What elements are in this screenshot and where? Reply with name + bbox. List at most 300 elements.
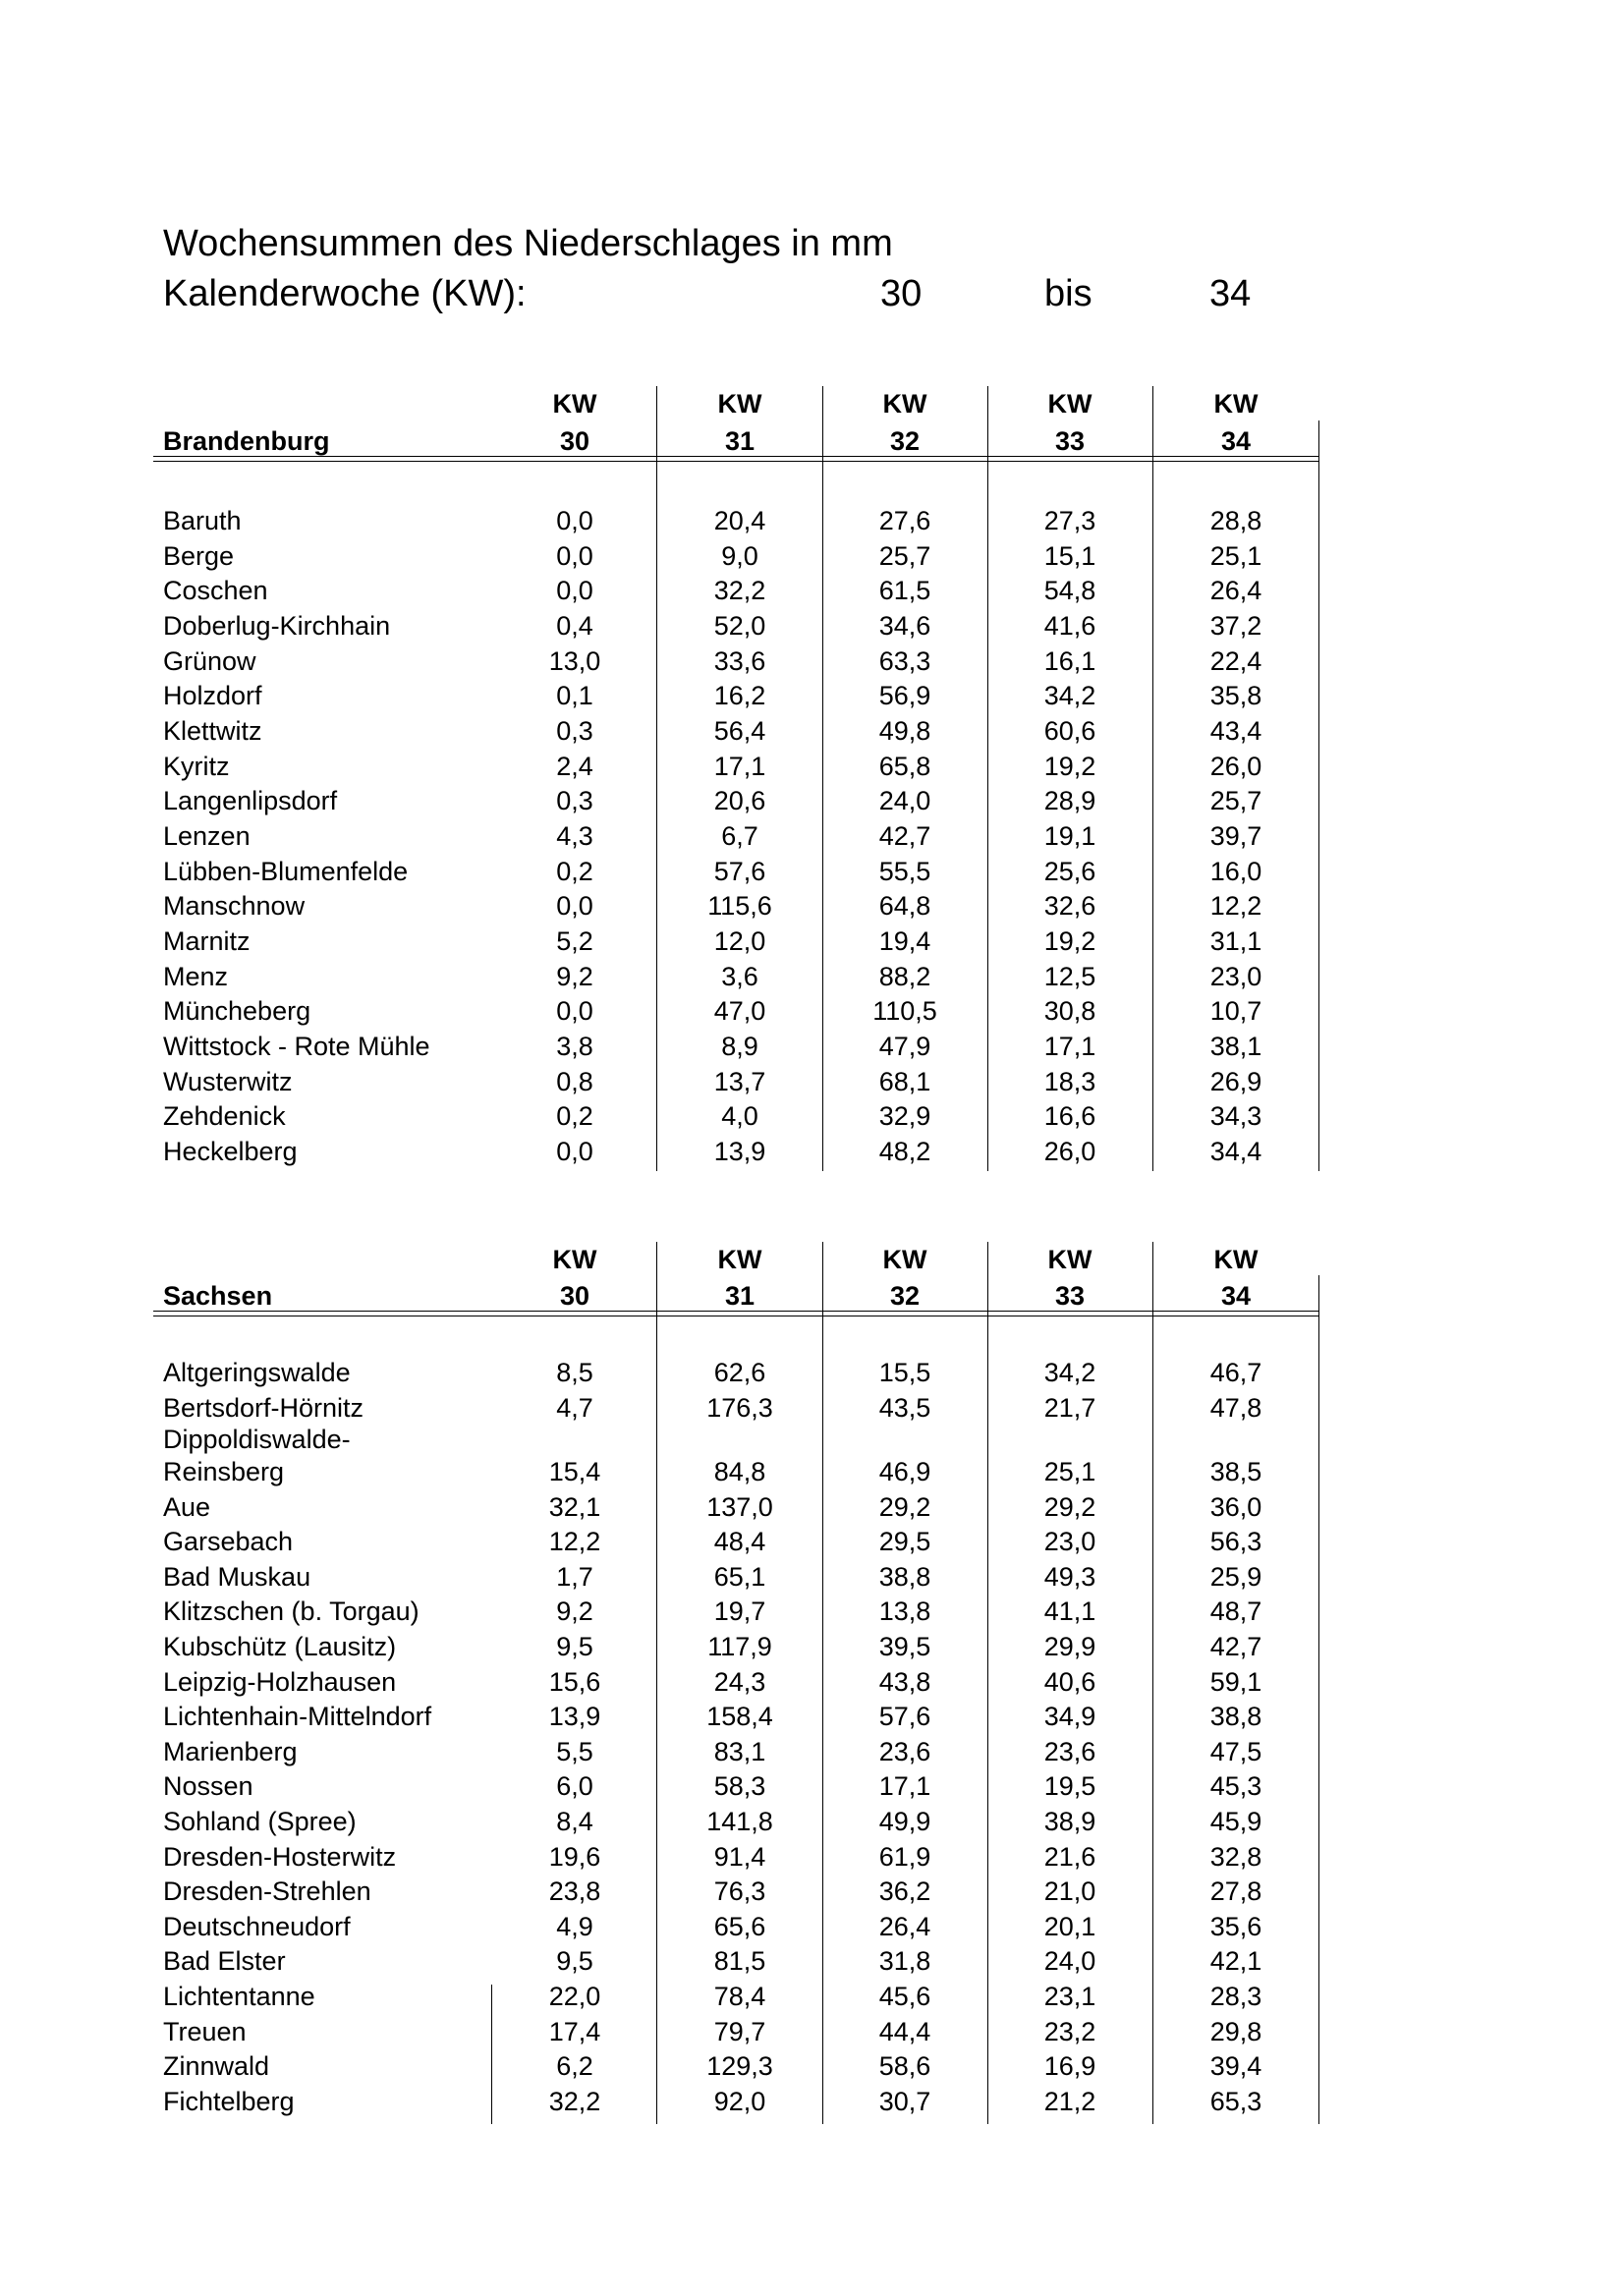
value-cell: 65,6: [713, 1912, 766, 1941]
value-cell: 81,5: [713, 1946, 766, 1976]
value-cell: 13,0: [548, 646, 601, 676]
value-cell: 5,2: [556, 926, 593, 956]
table-row: [0, 1909, 1624, 1944]
table-row: [0, 818, 1624, 854]
week-from: 30: [880, 273, 923, 314]
value-cell: 15,6: [548, 1667, 601, 1697]
table-row: [0, 1524, 1624, 1559]
value-cell: 42,1: [1209, 1946, 1262, 1976]
station-name: Grünow: [163, 646, 256, 676]
value-cell: 0,0: [556, 891, 593, 921]
station-name: Lichtentanne: [163, 1982, 315, 2011]
value-cell: 16,0: [1209, 857, 1262, 886]
value-cell: 25,9: [1209, 1562, 1262, 1592]
week-number: 30: [559, 426, 590, 456]
value-cell: 43,4: [1209, 716, 1262, 746]
table-row: [0, 1029, 1624, 1064]
station-name: Baruth: [163, 506, 242, 535]
value-cell: 23,1: [1043, 1982, 1096, 2011]
value-cell: 26,4: [1209, 576, 1262, 605]
value-cell: 15,5: [878, 1358, 931, 1387]
station-name: Manschnow: [163, 891, 306, 921]
value-cell: 6,0: [556, 1771, 593, 1801]
value-cell: 22,0: [548, 1982, 601, 2011]
value-cell: 32,9: [878, 1101, 931, 1131]
value-cell: 32,8: [1209, 1842, 1262, 1872]
value-cell: 34,4: [1209, 1137, 1262, 1166]
value-cell: 26,0: [1043, 1137, 1096, 1166]
page-title: Wochensummen des Niederschlages in mm: [163, 223, 893, 264]
week-number: 30: [559, 1281, 590, 1311]
table-row: [0, 1134, 1624, 1169]
value-cell: 0,0: [556, 506, 593, 535]
value-cell: 61,9: [878, 1842, 931, 1872]
table-row: [0, 1390, 1624, 1426]
value-cell: 12,5: [1043, 962, 1096, 991]
value-cell: 9,0: [721, 541, 758, 571]
table-row: [0, 538, 1624, 574]
station-name: Dresden-Strehlen: [163, 1876, 371, 1906]
value-cell: 19,6: [548, 1842, 601, 1872]
value-cell: 17,1: [713, 752, 766, 781]
value-cell: 12,2: [548, 1527, 601, 1556]
station-name: Bad Muskau: [163, 1562, 311, 1592]
value-cell: 6,2: [556, 2051, 593, 2081]
value-cell: 23,8: [548, 1876, 601, 1906]
station-name: Dresden-Hosterwitz: [163, 1842, 397, 1872]
value-cell: 176,3: [706, 1393, 773, 1423]
table-row: [0, 1098, 1624, 1134]
station-name: Lenzen: [163, 821, 251, 851]
value-cell: 9,5: [556, 1632, 593, 1661]
value-cell: 2,4: [556, 752, 593, 781]
value-cell: 88,2: [878, 962, 931, 991]
value-cell: 0,1: [556, 681, 593, 710]
value-cell: 44,4: [878, 2017, 931, 2046]
value-cell: 83,1: [713, 1737, 766, 1766]
value-cell: 0,0: [556, 541, 593, 571]
week-number: 32: [889, 1281, 921, 1311]
value-cell: 91,4: [713, 1842, 766, 1872]
value-cell: 1,7: [556, 1562, 593, 1592]
kw-label: KW: [717, 1245, 762, 1274]
column-divider: [1152, 386, 1153, 1171]
value-cell: 92,0: [713, 2087, 766, 2116]
value-cell: 48,2: [878, 1137, 931, 1166]
column-divider: [822, 386, 823, 1171]
value-cell: 16,9: [1043, 2051, 1096, 2081]
table-row: [0, 783, 1624, 818]
value-cell: 60,6: [1043, 716, 1096, 746]
station-name: Lichtenhain-Mittelndorf: [163, 1702, 432, 1731]
value-cell: 12,2: [1209, 891, 1262, 921]
value-cell: 15,4: [548, 1457, 601, 1486]
column-divider: [987, 1242, 988, 2124]
table-row: [0, 1594, 1624, 1629]
week-number: 34: [1220, 426, 1252, 456]
station-name: Bad Elster: [163, 1946, 286, 1976]
value-cell: 4,0: [721, 1101, 758, 1131]
station-name: Bertsdorf-Hörnitz: [163, 1393, 364, 1423]
value-cell: 21,7: [1043, 1393, 1096, 1423]
kw-label: KW: [552, 389, 597, 419]
value-cell: 26,9: [1209, 1067, 1262, 1096]
value-cell: 58,6: [878, 2051, 931, 2081]
value-cell: 78,4: [713, 1982, 766, 2011]
value-cell: 28,8: [1209, 506, 1262, 535]
value-cell: 29,5: [878, 1527, 931, 1556]
station-name: Altgeringswalde: [163, 1358, 351, 1387]
value-cell: 9,2: [556, 962, 593, 991]
table-row: [0, 1943, 1624, 1979]
value-cell: 62,6: [713, 1358, 766, 1387]
table-row: [0, 608, 1624, 644]
value-cell: 29,2: [1043, 1492, 1096, 1522]
value-cell: 24,3: [713, 1667, 766, 1697]
value-cell: 57,6: [878, 1702, 931, 1731]
station-name: Kyritz: [163, 752, 230, 781]
table-row: [0, 1454, 1624, 1489]
column-divider: [822, 1242, 823, 2124]
value-cell: 65,8: [878, 752, 931, 781]
value-cell: 158,4: [706, 1702, 773, 1731]
value-cell: 31,8: [878, 1946, 931, 1976]
station-name: Leipzig-Holzhausen: [163, 1667, 397, 1697]
column-divider: [656, 386, 657, 1171]
header-underline: [153, 456, 1318, 457]
value-cell: 25,1: [1209, 541, 1262, 571]
week-range-line: [163, 273, 1252, 314]
value-cell: 52,0: [713, 611, 766, 641]
value-cell: 34,9: [1043, 1702, 1096, 1731]
value-cell: 32,6: [1043, 891, 1096, 921]
value-cell: 4,9: [556, 1912, 593, 1941]
value-cell: 38,5: [1209, 1457, 1262, 1486]
value-cell: 19,7: [713, 1596, 766, 1626]
table-row: [0, 1664, 1624, 1700]
week-number: 33: [1054, 1281, 1086, 1311]
table-row: [0, 1839, 1624, 1875]
table-row: [0, 1355, 1624, 1390]
value-cell: 9,5: [556, 1946, 593, 1976]
value-cell: 19,2: [1043, 752, 1096, 781]
station-name: Lübben-Blumenfelde: [163, 857, 409, 886]
value-cell: 31,1: [1209, 926, 1262, 956]
table-row: [0, 1422, 1624, 1457]
value-cell: 39,5: [878, 1632, 931, 1661]
station-name: Wittstock - Rote Mühle: [163, 1032, 430, 1061]
station-name: Coschen: [163, 576, 268, 605]
value-cell: 42,7: [878, 821, 931, 851]
value-cell: 59,1: [1209, 1667, 1262, 1697]
value-cell: 27,6: [878, 506, 931, 535]
value-cell: 4,7: [556, 1393, 593, 1423]
value-cell: 3,6: [721, 962, 758, 991]
value-cell: 21,6: [1043, 1842, 1096, 1872]
value-cell: 61,5: [878, 576, 931, 605]
station-name: Zehdenick: [163, 1101, 286, 1131]
station-name: Dippoldiswalde-: [163, 1425, 351, 1454]
value-cell: 26,0: [1209, 752, 1262, 781]
value-cell: 49,9: [878, 1807, 931, 1836]
value-cell: 19,4: [878, 926, 931, 956]
value-cell: 19,1: [1043, 821, 1096, 851]
value-cell: 38,1: [1209, 1032, 1262, 1061]
week-number: 33: [1054, 426, 1086, 456]
region-name: Brandenburg: [163, 426, 330, 456]
value-cell: 15,1: [1043, 541, 1096, 571]
header-underline: [153, 461, 1318, 462]
value-cell: 10,7: [1209, 996, 1262, 1026]
value-cell: 13,7: [713, 1067, 766, 1096]
table-row: [0, 854, 1624, 889]
value-cell: 56,9: [878, 681, 931, 710]
value-cell: 18,3: [1043, 1067, 1096, 1096]
station-name: Müncheberg: [163, 996, 311, 1026]
value-cell: 9,2: [556, 1596, 593, 1626]
value-cell: 41,6: [1043, 611, 1096, 641]
value-cell: 38,8: [878, 1562, 931, 1592]
header-row-weeks: [0, 423, 1624, 459]
value-cell: 55,5: [878, 857, 931, 886]
value-cell: 23,0: [1043, 1527, 1096, 1556]
value-cell: 0,0: [556, 1137, 593, 1166]
value-cell: 23,6: [878, 1737, 931, 1766]
value-cell: 29,8: [1209, 2017, 1262, 2046]
kw-label: KW: [1213, 1245, 1259, 1274]
value-cell: 25,7: [1209, 786, 1262, 815]
value-cell: 58,3: [713, 1771, 766, 1801]
value-cell: 29,2: [878, 1492, 931, 1522]
station-name: Klitzschen (b. Torgau): [163, 1596, 420, 1626]
value-cell: 47,0: [713, 996, 766, 1026]
table-row: [0, 2084, 1624, 2119]
station-name: Menz: [163, 962, 229, 991]
value-cell: 3,8: [556, 1032, 593, 1061]
value-cell: 22,4: [1209, 646, 1262, 676]
value-cell: 79,7: [713, 2017, 766, 2046]
week-number: 31: [724, 426, 756, 456]
value-cell: 110,5: [872, 996, 937, 1026]
value-cell: 68,1: [878, 1067, 931, 1096]
column-divider: [1318, 1275, 1319, 2124]
value-cell: 46,7: [1209, 1358, 1262, 1387]
table-row: [0, 1489, 1624, 1525]
station-name: Garsebach: [163, 1527, 294, 1556]
table-row: [0, 749, 1624, 784]
table-row: [0, 1629, 1624, 1664]
value-cell: 65,1: [713, 1562, 766, 1592]
value-cell: 5,5: [556, 1737, 593, 1766]
value-cell: 43,5: [878, 1393, 931, 1423]
value-cell: 115,6: [707, 891, 772, 921]
value-cell: 27,3: [1043, 506, 1096, 535]
value-cell: 30,7: [878, 2087, 931, 2116]
table-row: [0, 2014, 1624, 2049]
value-cell: 24,0: [1043, 1946, 1096, 1976]
value-cell: 129,3: [706, 2051, 773, 2081]
value-cell: 45,6: [878, 1982, 931, 2011]
table-row: [0, 1559, 1624, 1595]
value-cell: 57,6: [713, 857, 766, 886]
region-name: Sachsen: [163, 1281, 273, 1311]
table-row: [0, 959, 1624, 994]
table-row: [0, 503, 1624, 538]
table-row: [0, 2048, 1624, 2084]
value-cell: 0,0: [556, 576, 593, 605]
value-cell: 64,8: [878, 891, 931, 921]
header-underline: [153, 1311, 1318, 1312]
value-cell: 36,0: [1209, 1492, 1262, 1522]
column-divider-left: [491, 1985, 492, 2124]
value-cell: 23,6: [1043, 1737, 1096, 1766]
value-cell: 26,4: [878, 1912, 931, 1941]
value-cell: 34,2: [1043, 681, 1096, 710]
value-cell: 8,5: [556, 1358, 593, 1387]
station-name: Reinsberg: [163, 1457, 285, 1486]
value-cell: 84,8: [713, 1457, 766, 1486]
value-cell: 20,4: [713, 506, 766, 535]
kw-label: KW: [552, 1245, 597, 1274]
table-row: [0, 993, 1624, 1029]
table-row: [0, 1979, 1624, 2014]
value-cell: 17,1: [1043, 1032, 1096, 1061]
value-cell: 54,8: [1043, 576, 1096, 605]
kw-label: KW: [717, 389, 762, 419]
value-cell: 25,7: [878, 541, 931, 571]
value-cell: 4,3: [556, 821, 593, 851]
value-cell: 43,8: [878, 1667, 931, 1697]
value-cell: 49,3: [1043, 1562, 1096, 1592]
value-cell: 19,5: [1043, 1771, 1096, 1801]
kw-label: KW: [882, 389, 927, 419]
station-name: Heckelberg: [163, 1137, 298, 1166]
column-divider: [1318, 420, 1319, 1171]
value-cell: 49,8: [878, 716, 931, 746]
station-name: Berge: [163, 541, 235, 571]
header-row-kw: [0, 386, 1624, 421]
table-row: [0, 713, 1624, 749]
value-cell: 39,7: [1209, 821, 1262, 851]
week-number: 32: [889, 426, 921, 456]
station-name: Kubschütz (Lausitz): [163, 1632, 397, 1661]
column-divider: [987, 386, 988, 1171]
value-cell: 35,8: [1209, 681, 1262, 710]
value-cell: 48,7: [1209, 1596, 1262, 1626]
value-cell: 47,5: [1209, 1737, 1262, 1766]
value-cell: 38,8: [1209, 1702, 1262, 1731]
value-cell: 32,2: [548, 2087, 601, 2116]
station-name: Deutschneudorf: [163, 1912, 351, 1941]
table-row: [0, 644, 1624, 679]
value-cell: 47,8: [1209, 1393, 1262, 1423]
value-cell: 17,1: [878, 1771, 931, 1801]
station-name: Fichtelberg: [163, 2087, 295, 2116]
value-cell: 37,2: [1209, 611, 1262, 641]
header-row-kw: [0, 1242, 1624, 1277]
kw-label: KW: [1047, 1245, 1092, 1274]
value-cell: 20,1: [1043, 1912, 1096, 1941]
value-cell: 25,1: [1043, 1457, 1096, 1486]
value-cell: 20,6: [713, 786, 766, 815]
station-name: Wusterwitz: [163, 1067, 293, 1096]
value-cell: 28,3: [1209, 1982, 1262, 2011]
value-cell: 56,4: [713, 716, 766, 746]
value-cell: 56,3: [1209, 1527, 1262, 1556]
table-row: [0, 573, 1624, 608]
value-cell: 28,9: [1043, 786, 1096, 815]
value-cell: 76,3: [713, 1876, 766, 1906]
value-cell: 23,0: [1209, 962, 1262, 991]
value-cell: 0,0: [556, 996, 593, 1026]
station-name: Klettwitz: [163, 716, 262, 746]
value-cell: 21,0: [1043, 1876, 1096, 1906]
value-cell: 117,9: [707, 1632, 772, 1661]
value-cell: 34,3: [1209, 1101, 1262, 1131]
value-cell: 39,4: [1209, 2051, 1262, 2081]
station-name: Nossen: [163, 1771, 253, 1801]
bis-label: bis: [1044, 273, 1092, 314]
value-cell: 16,6: [1043, 1101, 1096, 1131]
value-cell: 36,2: [878, 1876, 931, 1906]
value-cell: 0,8: [556, 1067, 593, 1096]
value-cell: 6,7: [721, 821, 758, 851]
week-range-label: Kalenderwoche (KW):: [163, 273, 527, 314]
table-row: [0, 888, 1624, 924]
value-cell: 0,2: [556, 1101, 593, 1131]
value-cell: 13,8: [878, 1596, 931, 1626]
value-cell: 32,2: [713, 576, 766, 605]
value-cell: 23,2: [1043, 2017, 1096, 2046]
value-cell: 25,6: [1043, 857, 1096, 886]
value-cell: 65,3: [1209, 2087, 1262, 2116]
value-cell: 27,8: [1209, 1876, 1262, 1906]
kw-label: KW: [882, 1245, 927, 1274]
week-to: 34: [1209, 273, 1252, 314]
value-cell: 17,4: [548, 2017, 601, 2046]
station-name: Treuen: [163, 2017, 247, 2046]
value-cell: 46,9: [878, 1457, 931, 1486]
table-row: [0, 678, 1624, 713]
kw-label: KW: [1047, 389, 1092, 419]
station-name: Marienberg: [163, 1737, 298, 1766]
week-number: 31: [724, 1281, 756, 1311]
week-number: 34: [1220, 1281, 1252, 1311]
value-cell: 12,0: [713, 926, 766, 956]
column-divider: [656, 1242, 657, 2124]
table-row: [0, 1734, 1624, 1769]
value-cell: 141,8: [706, 1807, 773, 1836]
value-cell: 13,9: [548, 1702, 601, 1731]
value-cell: 19,2: [1043, 926, 1096, 956]
station-name: Langenlipsdorf: [163, 786, 338, 815]
table-row: [0, 1064, 1624, 1099]
header-row-weeks: [0, 1278, 1624, 1314]
table-row: [0, 1699, 1624, 1734]
value-cell: 0,3: [556, 786, 593, 815]
value-cell: 8,9: [721, 1032, 758, 1061]
value-cell: 35,6: [1209, 1912, 1262, 1941]
value-cell: 32,1: [548, 1492, 601, 1522]
value-cell: 0,2: [556, 857, 593, 886]
value-cell: 47,9: [878, 1032, 931, 1061]
column-divider: [1152, 1242, 1153, 2124]
station-name: Aue: [163, 1492, 211, 1522]
value-cell: 0,3: [556, 716, 593, 746]
value-cell: 137,0: [706, 1492, 773, 1522]
value-cell: 48,4: [713, 1527, 766, 1556]
station-name: Holzdorf: [163, 681, 262, 710]
